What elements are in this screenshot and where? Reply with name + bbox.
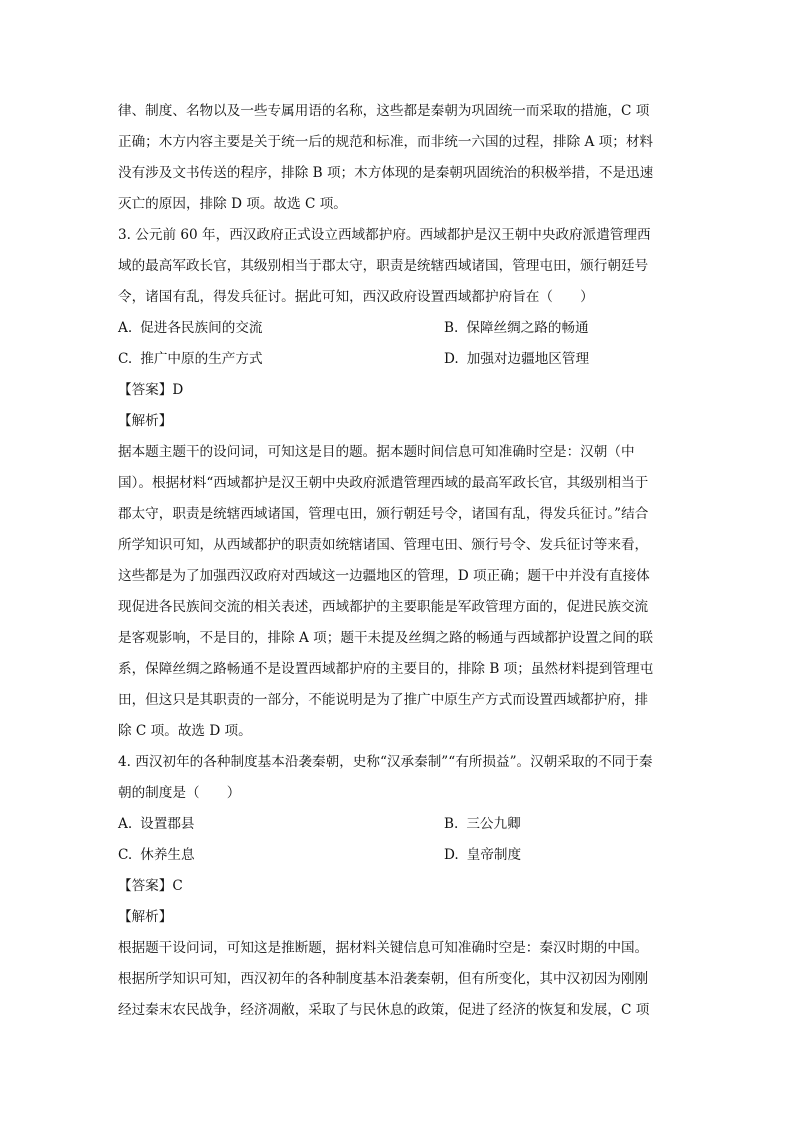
option-letter: B. <box>444 320 459 336</box>
q3-options-row-1 <box>118 313 678 344</box>
intro-line: 灭亡的原因，排除 D 项。故选 C 项。 <box>118 196 347 212</box>
option-letter: A. <box>118 320 133 336</box>
intro-line: 正确；木方内容主要是关于统一后的规范和标准，而非统一六国的过程，排除 A 项；材料 <box>118 134 654 150</box>
q4-options-row-2 <box>118 840 678 871</box>
q3-analysis-line: 是客观影响，不是目的，排除 A 项；题干未提及丝绸之路的畅通与西域都护设置之间的联 <box>118 630 654 646</box>
option-text: 皇帝制度 <box>466 847 522 863</box>
q4-analysis-line: 根据题干设问词，可知这是推断题，据材料关键信息可知准确时空是：秦汉时期的中国。 <box>118 940 649 956</box>
q3-option-b <box>444 313 589 344</box>
option-letter: C. <box>118 847 133 863</box>
option-text: 促进各民族间的交流 <box>140 320 263 336</box>
option-letter: D. <box>444 351 459 367</box>
q4-option-c <box>118 840 444 871</box>
q3-analysis-line: 除 C 项。故选 D 项。 <box>118 723 252 739</box>
q4-analysis-label: 【解析】 <box>118 909 173 925</box>
q3-stem-line: 令，诸国有乱，得发兵征讨。据此可知，西汉政府设置西域都护府旨在（ ） <box>118 289 594 305</box>
q3-options-row-2 <box>118 344 678 375</box>
q3-analysis-line: 国）。根据材料“西域都护是汉王朝中央政府派遣管理西域的最高军政长官，其级别相当于 <box>118 475 649 491</box>
document-page <box>118 96 678 1026</box>
q4-answer: 【答案】C <box>118 878 183 894</box>
q3-analysis-line: 系，保障丝绸之路畅通不是设置西域都护府的主要目的，排除 B 项；虽然材料提到管理屯 <box>118 661 654 677</box>
q4-analysis-line: 根据所学知识可知，西汉初年的各种制度基本沿袭秦朝，但有所变化，其中汉初因为刚刚 <box>118 971 649 987</box>
q4-analysis-line: 经过秦末农民战争，经济凋敝，采取了与民休息的政策，促进了经济的恢复和发展，C 项 <box>118 1002 650 1018</box>
q4-options-row-1 <box>118 809 678 840</box>
option-text: 加强对边疆地区管理 <box>466 351 590 367</box>
q3-option-d <box>444 344 589 375</box>
q3-analysis-line: 这些都是为了加强西汉政府对西域这一边疆地区的管理，D 项正确；题干中并没有直接体 <box>118 568 650 584</box>
q3-analysis-line: 现促进各民族间交流的相关表述，西域都护的主要职能是军政管理方面的，促进民族交流 <box>118 599 649 615</box>
q3-option-c <box>118 344 444 375</box>
q3-answer: 【答案】D <box>118 382 184 398</box>
q3-analysis-line: 郡太守，职责是统辖西域诸国，管理屯田，颁行朝廷号令，诸国有乱，得发兵征讨。”结合 <box>118 506 649 522</box>
intro-line: 律、制度、名物以及一些专属用语的名称，这些都是秦朝为巩固统一而采取的措施，C 项 <box>118 103 650 119</box>
q4-option-b <box>444 809 521 840</box>
q4-option-d <box>444 840 521 871</box>
q3-analysis-line: 所学知识可知，从西域都护的职责如统辖诸国、管理屯田、颁行号令、发兵征讨等来看， <box>118 537 649 553</box>
q4-option-a <box>118 809 444 840</box>
option-text: 三公九卿 <box>466 816 521 832</box>
q3-option-a <box>118 313 444 344</box>
option-text: 保障丝绸之路的畅通 <box>466 320 589 336</box>
q3-analysis-label: 【解析】 <box>118 413 173 429</box>
option-letter: D. <box>444 847 459 863</box>
q3-analysis-line: 田，但这只是其职责的一部分，不能说明是为了推广中原生产方式而设置西域都护府，排 <box>118 692 649 708</box>
q3-analysis-line: 据本题主题干的设问词，可知这是目的题。据本题时间信息可知准确时空是：汉朝（中 <box>118 444 635 460</box>
option-text: 休养生息 <box>140 847 195 863</box>
option-letter: A. <box>118 816 133 832</box>
option-text: 设置郡县 <box>140 816 195 832</box>
option-letter: B. <box>444 816 459 832</box>
q4-stem-line: 朝的制度是（ ） <box>118 785 241 801</box>
q4-stem-line: 4. 西汉初年的各种制度基本沿袭秦朝，史称“汉承秦制”“有所损益”。汉朝采取的不同于秦 <box>118 754 653 770</box>
q3-stem-line: 域的最高军政长官，其级别相当于郡太守，职责是统辖西域诸国，管理屯田，颁行朝廷号 <box>118 258 649 274</box>
option-letter: C. <box>118 351 133 367</box>
intro-line: 没有涉及文书传送的程序，排除 B 项；木方体现的是秦朝巩固统治的积极举措，不是迅速 <box>118 165 654 181</box>
q3-stem-line: 3. 公元前 60 年，西汉政府正式设立西域都护府。西域都护是汉王朝中央政府派遣管理西 <box>118 227 651 243</box>
option-text: 推广中原的生产方式 <box>140 351 263 367</box>
